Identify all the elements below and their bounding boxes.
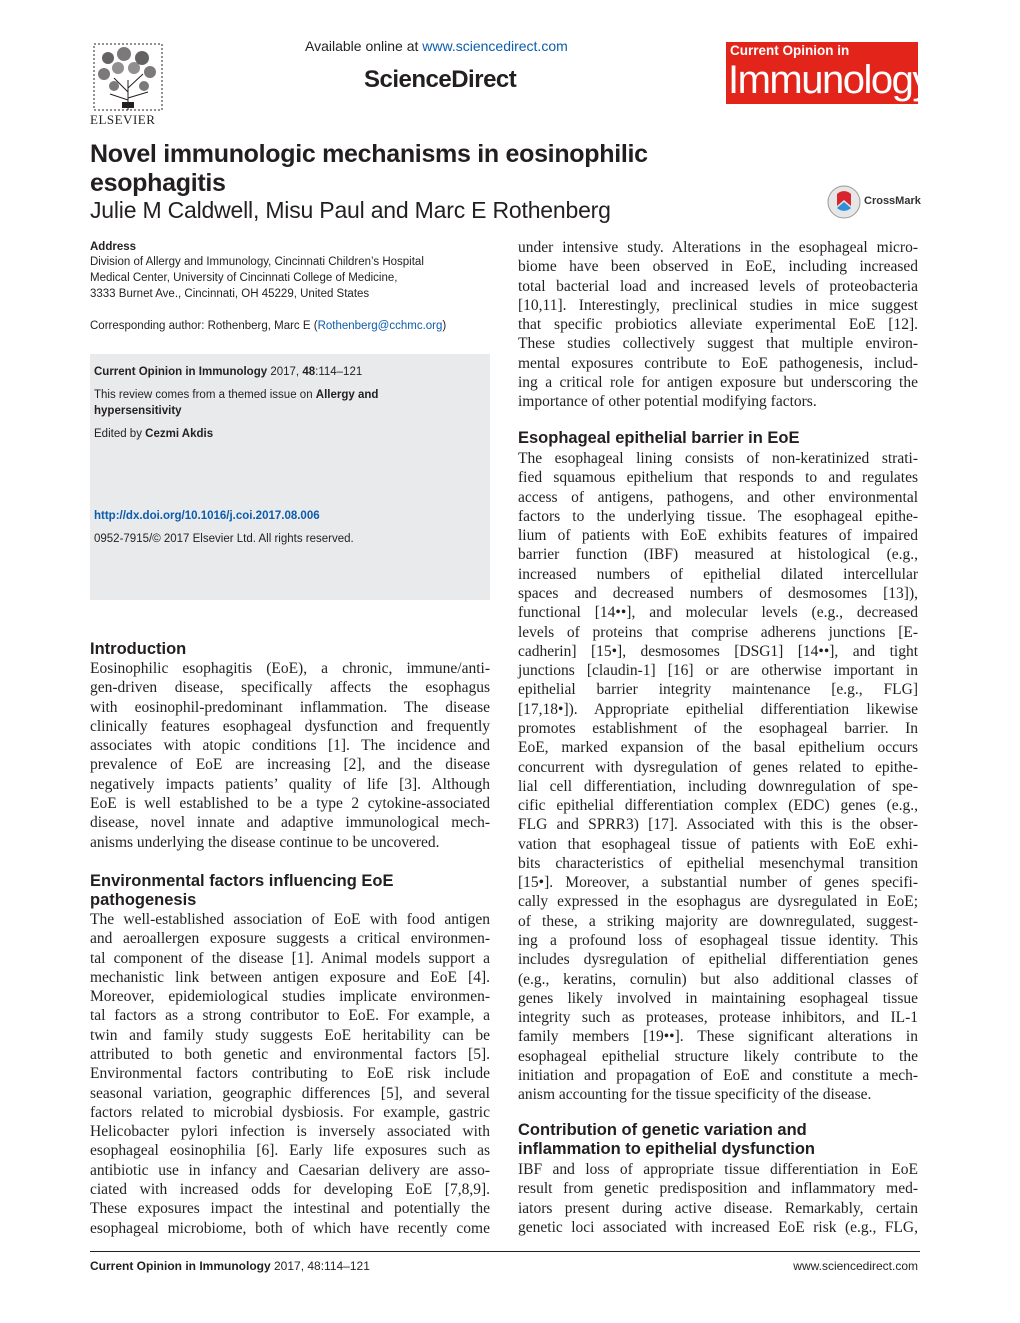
text-line: integrity such as proteases, protease inhibitors, and IL-1 bbox=[518, 1009, 918, 1027]
text-line: access of antigens, pathogens, and other environmental bbox=[518, 488, 918, 506]
right-top-paragraph bbox=[518, 238, 918, 412]
heading-environmental bbox=[90, 872, 393, 910]
theme-b: hypersensitivity bbox=[94, 405, 182, 417]
text-line: (e.g., keratins, cornulin) but also additional classes of bbox=[518, 970, 918, 988]
text-line: [15•]. Moreover, a substantial number of genes specifi- bbox=[518, 874, 918, 892]
text-line: tal factors as a strong contributor to EoE. For example, a bbox=[90, 1007, 490, 1025]
corr-suffix: ) bbox=[442, 320, 447, 332]
text-line: levels of proteins that comprise adherens junctions [E- bbox=[518, 623, 918, 641]
text-line: EoE, marked expansion of the basal epithelium occurs bbox=[518, 739, 918, 757]
text-line: negatively impacts patients’ quality of life [3]. Although bbox=[90, 775, 490, 793]
theme-prefix: This review comes from a themed issue on bbox=[94, 389, 313, 401]
text-line: cadherin] [15•], desmosomes [DSG1] [14••], and tight bbox=[518, 642, 918, 660]
text-line: lial cell differentiation, including downregulation of spe- bbox=[518, 777, 918, 795]
available-prefix: Available online at bbox=[305, 38, 419, 54]
available-online bbox=[305, 38, 568, 54]
sciencedirect-link[interactable]: www.sciencedirect.com bbox=[422, 38, 568, 54]
text-line: twin and family study suggests EoE heritability can be bbox=[90, 1026, 490, 1044]
text-line: EoE is well established to be a type 2 cytokine-associated bbox=[90, 794, 490, 812]
sciencedirect-logo: ScienceDirect bbox=[364, 66, 517, 93]
heading-introduction: Introduction bbox=[90, 640, 187, 658]
info-journal: Current Opinion in Immunology bbox=[94, 366, 268, 378]
edited-prefix: Edited by bbox=[94, 428, 142, 440]
address-line3: 3333 Burnet Ave., Cincinnati, OH 45229, United States bbox=[90, 288, 370, 300]
text-line: genes likely involved in maintaining esophageal tissue bbox=[518, 989, 918, 1007]
text-line: Moreover, epidemiological studies implicate environmen- bbox=[90, 988, 490, 1006]
intro-paragraph bbox=[90, 659, 490, 852]
text-line: with eosinophil-predominant inflammation. The disease bbox=[90, 698, 490, 716]
theme-a: Allergy and bbox=[315, 389, 379, 401]
text-line: importance of other potential modifying factors. bbox=[518, 393, 817, 411]
article-info-box bbox=[90, 354, 490, 600]
text-line: gen-driven disease, specifically affects the esophagus bbox=[90, 679, 490, 697]
text-line: barrier function (IBF) measured at histological (e.g., bbox=[518, 546, 918, 564]
text-line: family members [19••]. These significant alterations in bbox=[518, 1028, 918, 1046]
journal-logo-line2: Immunology bbox=[728, 58, 931, 102]
text-line: promotes establishment of the esophageal barrier. In bbox=[518, 719, 918, 737]
text-line: fied squamous epithelium that responds to and regulates bbox=[518, 469, 918, 487]
info-editor bbox=[94, 426, 484, 442]
text-line: ciated with increased odds for developing EoE [7,8,9]. bbox=[90, 1180, 490, 1198]
info-volume: 48 bbox=[302, 366, 316, 378]
text-line: IBF and loss of appropriate tissue differentiation in EoE bbox=[518, 1161, 918, 1178]
text-line: The esophageal lining consists of non-keratinized strati- bbox=[518, 450, 918, 467]
address-line2: Medical Center, University of Cincinnati College of Medicine, bbox=[90, 272, 398, 284]
text-line: Helicobacter pylori infection is inversely associated with bbox=[90, 1123, 490, 1141]
text-line: iators present during active disease. Remarkably, certain bbox=[518, 1199, 918, 1217]
editor-name: Cezmi Akdis bbox=[145, 428, 214, 440]
heading-env-a: Environmental factors influencing EoE bbox=[90, 872, 394, 890]
text-line: associates with atopic conditions [1]. The incidence and bbox=[90, 737, 490, 755]
text-line: Environmental factors contributing to EoE risk include bbox=[90, 1065, 490, 1083]
text-line: total bacterial load and increased levels of proteobacteria bbox=[518, 277, 918, 295]
text-line: functional [14••], and molecular levels (e.g., decreased bbox=[518, 604, 918, 622]
text-line: vation that esophageal tissue of patients with EoE exhi- bbox=[518, 835, 918, 853]
text-line: esophageal epithelial structure likely contribute to the bbox=[518, 1047, 918, 1065]
text-line: lium of patients with EoE exhibits features of impaired bbox=[518, 527, 918, 545]
info-year: 2017, bbox=[270, 366, 300, 378]
article-authors: Julie M Caldwell, Misu Paul and Marc E Rothenberg bbox=[90, 197, 611, 223]
text-line: factors related to microbial dysbiosis. For example, gastric bbox=[90, 1103, 490, 1121]
text-line: These studies collectively suggest that multiple environ- bbox=[518, 335, 918, 353]
doi-link[interactable]: http://dx.doi.org/10.1016/j.coi.2017.08.006 bbox=[94, 510, 320, 522]
text-line: tal component of the disease [1]. Animal models support a bbox=[90, 949, 490, 967]
corr-email-link[interactable]: Rothenberg@cchmc.org bbox=[317, 320, 443, 332]
footer-rule bbox=[90, 1251, 920, 1252]
text-line: mechanistic link between antigen exposure and EoE [4]. bbox=[90, 968, 490, 986]
environmental-paragraph bbox=[90, 910, 490, 1238]
text-line: Eosinophilic esophagitis (EoE), a chronic, immune/anti- bbox=[90, 660, 490, 677]
corr-prefix: Corresponding author: Rothenberg, Marc E ( bbox=[90, 320, 318, 332]
crossmark-icon bbox=[826, 184, 862, 220]
text-line: ing a profound loss of esophageal tissue identity. This bbox=[518, 932, 918, 950]
text-line: These exposures impact the intestinal and potentially the bbox=[90, 1200, 490, 1218]
text-line: disease, novel innate and adaptive immunological mech- bbox=[90, 814, 490, 832]
text-line: genetic loci associated with increased EoE risk (e.g., FLG, bbox=[518, 1218, 918, 1236]
footer-journal: Current Opinion in Immunology bbox=[90, 1259, 271, 1273]
publisher-name: ELSEVIER bbox=[90, 112, 156, 127]
crossmark-badge[interactable] bbox=[826, 184, 926, 220]
text-line: biome have been observed in EoE, including increased bbox=[518, 258, 918, 276]
footer-citation bbox=[90, 1259, 370, 1273]
text-line: [17,18•]). Appropriate epithelial differentiation likewise bbox=[518, 700, 918, 718]
address-label: Address bbox=[90, 241, 137, 253]
text-line: esophageal microbiome, both of which have recently come bbox=[90, 1219, 490, 1237]
text-line: clinically features esophageal dysfunction and frequently bbox=[90, 717, 490, 735]
text-line: esophageal eosinophilia [6]. Early life exposures such as bbox=[90, 1142, 490, 1160]
text-line: increased numbers of epithelial dilated intercellular bbox=[518, 565, 918, 583]
heading-barrier: Esophageal epithelial barrier in EoE bbox=[518, 429, 800, 447]
text-line: prevalence of EoE are increasing [2], and the disease bbox=[90, 756, 490, 774]
text-line: under intensive study. Alterations in the esophageal micro- bbox=[518, 239, 918, 256]
text-line: [10,11]. Interestingly, preclinical studies in mice suggest bbox=[518, 296, 918, 314]
text-line: antibiotic use in infancy and Caesarian delivery are asso- bbox=[90, 1161, 490, 1179]
footer-issue: 2017, 48:114–121 bbox=[274, 1259, 370, 1273]
genetic-paragraph bbox=[518, 1160, 918, 1237]
text-line: includes dysregulation of epithelial differentiation genes bbox=[518, 951, 918, 969]
text-line: result from genetic predisposition and inflammatory med- bbox=[518, 1180, 918, 1198]
text-line: initiation and propagation of EoE and constitute a mech- bbox=[518, 1067, 918, 1084]
text-line: attributed to both genetic and environmental factors [5]. bbox=[90, 1045, 490, 1063]
text-line: junctions [claudin-1] [16] or are otherwise important in bbox=[518, 662, 918, 680]
text-line: The well-established association of EoE with food antigen bbox=[90, 911, 490, 928]
text-line: seasonal variation, geographic differences [5], and several bbox=[90, 1084, 490, 1102]
text-line: epithelial barrier integrity maintenance [e.g., FLG] bbox=[518, 681, 918, 699]
heading-genetic-a: Contribution of genetic variation and bbox=[518, 1121, 807, 1139]
crossmark-label: CrossMark bbox=[864, 195, 921, 207]
text-line: ing a critical role for antigen exposure but underscoring the bbox=[518, 373, 918, 391]
text-line: mental exposures contribute to EoE pathogenesis, includ- bbox=[518, 354, 918, 372]
text-line: that specific probiotics alleviate experimental EoE [12]. bbox=[518, 316, 918, 334]
copyright: 0952-7915/© 2017 Elsevier Ltd. All rights reserved. bbox=[94, 533, 354, 545]
corresponding-author bbox=[90, 318, 490, 334]
text-line: cific epithelial differentiation complex (EDC) genes (e.g., bbox=[518, 797, 918, 815]
text-line: concurrent with dysregulation of genes related to epithe- bbox=[518, 758, 918, 776]
address-line1: Division of Allergy and Immunology, Cincinnati Children’s Hospital bbox=[90, 256, 424, 268]
info-theme bbox=[94, 387, 484, 419]
text-line: anism accounting for the tissue specificity of the disease. bbox=[518, 1086, 872, 1104]
text-line: factors to the underlying tissue. The esophageal epithe- bbox=[518, 507, 918, 525]
text-line: anisms underlying the disease continue to be uncovered. bbox=[90, 833, 440, 851]
text-line: and aeroallergen exposure suggests a critical environmen- bbox=[90, 930, 490, 948]
heading-genetic-b: inflammation to epithelial dysfunction bbox=[518, 1140, 816, 1158]
info-pages: :114–121 bbox=[315, 366, 363, 378]
text-line: FLG and SPRR3) [17]. Associated with this is the obser- bbox=[518, 816, 918, 834]
journal-logo-line1: Current Opinion in bbox=[730, 43, 850, 58]
text-line: of these, a striking majority are downregulated, suggest- bbox=[518, 912, 918, 930]
heading-env-b: pathogenesis bbox=[90, 891, 197, 909]
text-line: spaces and decreased numbers of desmosomes [13]), bbox=[518, 584, 918, 602]
article-title: Novel immunologic mechanisms in eosinophilic esophagitis bbox=[90, 140, 648, 197]
info-citation bbox=[94, 364, 484, 380]
text-line: cally expressed in the esophagus are dysregulated in EoE; bbox=[518, 893, 918, 911]
journal-logo bbox=[726, 42, 931, 104]
barrier-paragraph bbox=[518, 449, 918, 1105]
text-line: bits characteristics of epithelial mesenchymal transition bbox=[518, 854, 918, 872]
heading-genetic bbox=[518, 1121, 815, 1159]
footer-url[interactable]: www.sciencedirect.com bbox=[793, 1259, 918, 1273]
